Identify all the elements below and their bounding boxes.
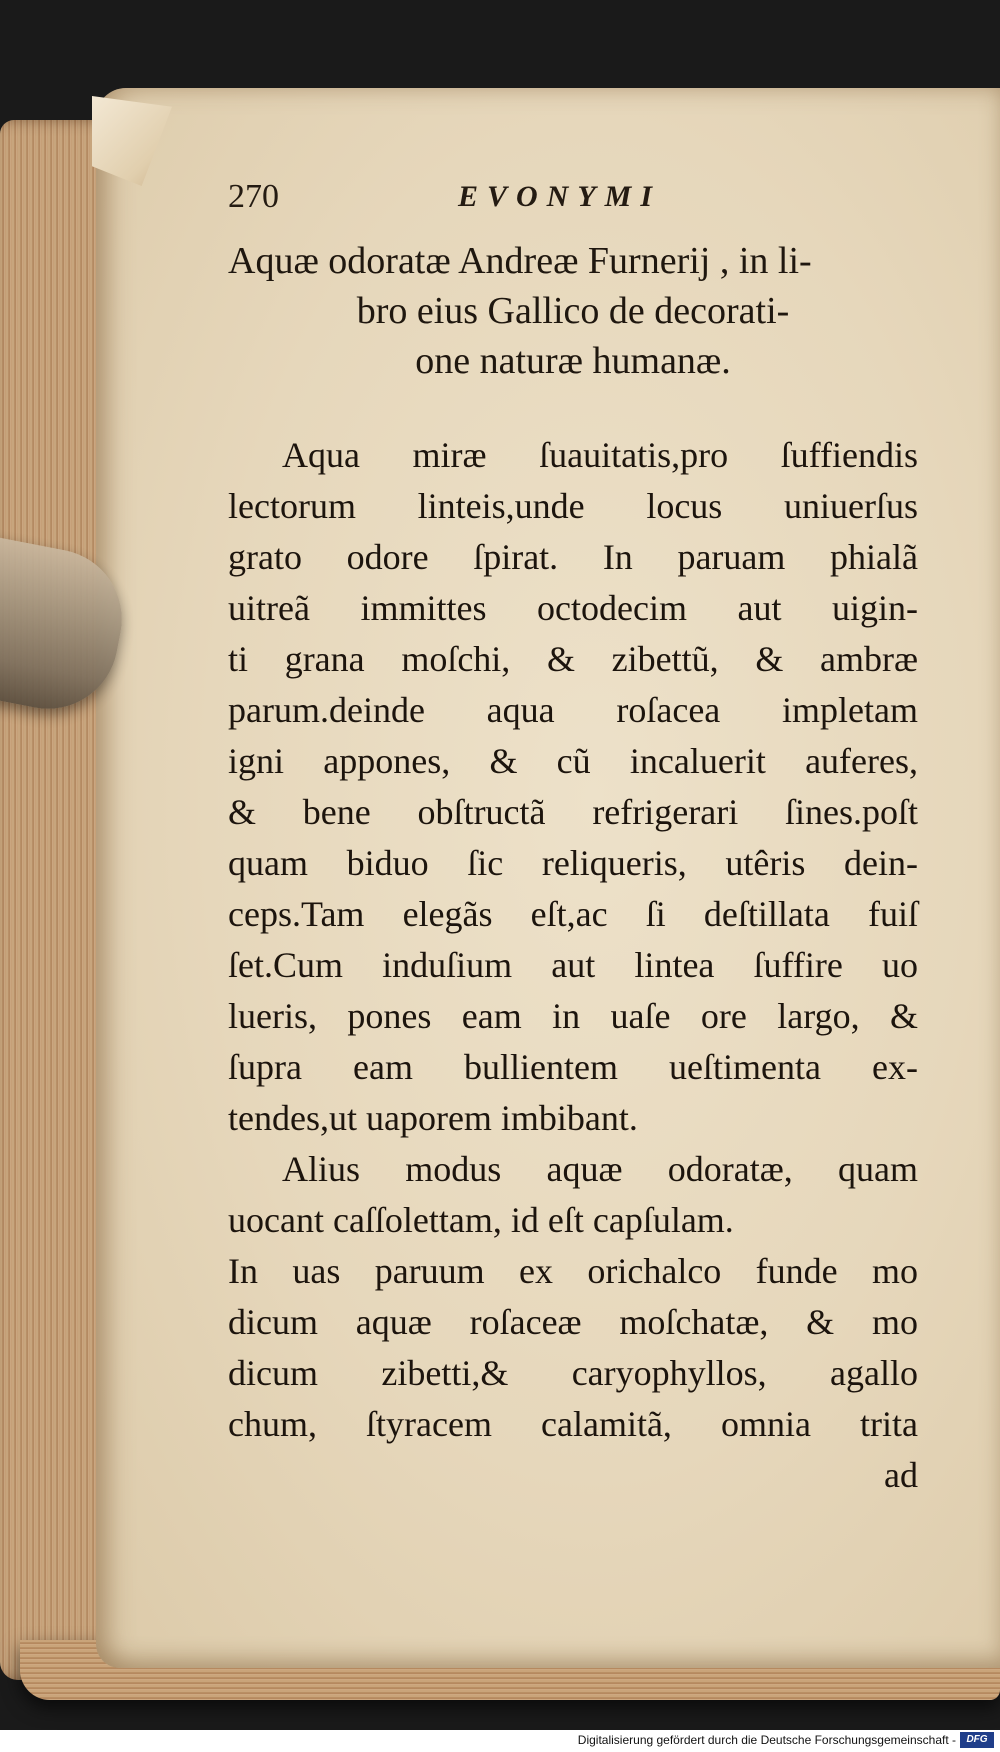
text-line: dicum aquæ roſaceæ moſchatæ, & mo	[228, 1302, 918, 1342]
text-line: In uas paruum ex orichalco funde mo	[228, 1251, 918, 1291]
body-text	[228, 430, 918, 1501]
text-line: grato odore ſpirat. In paruam phialã	[228, 537, 918, 577]
text-line: igni appones, & cũ incaluerit auferes,	[228, 741, 918, 781]
text-line: dicum zibetti,& caryophyllos, agallo	[228, 1353, 918, 1393]
text-line: Alius modus aquæ odoratæ, quam	[282, 1149, 918, 1189]
running-head: EVONYMI	[458, 180, 662, 213]
dfg-logo: DFG	[960, 1732, 994, 1748]
footer-bar	[0, 1730, 1000, 1752]
title-line: Aquæ odoratæ Andreæ Furnerij , in li-	[228, 240, 812, 282]
text-line: ſet.Cum induſium aut lintea ſuffire uo	[228, 945, 918, 985]
text-line: parum.deinde aqua roſacea impletam	[228, 690, 918, 730]
page-number: 270	[228, 178, 279, 215]
text-line: ceps.Tam elegãs eſt,ac ſi deſtillata fuiſ	[228, 894, 918, 934]
text-line: chum, ſtyracem calamitã, omnia trita	[228, 1404, 918, 1444]
title-line: bro eius Gallico de decorati-	[356, 290, 790, 332]
text-line: Aqua miræ ſuauitatis,pro ſuffiendis	[282, 435, 918, 475]
text-line: lueris, pones eam in uaſe ore largo, &	[228, 996, 918, 1036]
text-line: ſupra eam bullientem ueſtimenta ex-	[228, 1047, 918, 1087]
section-title	[228, 236, 918, 386]
funding-credit: Digitalisierung gefördert durch die Deutsche Forschungsgemeinschaft -	[577, 1733, 956, 1747]
text-line: ti grana moſchi, & zibettũ, & ambræ	[228, 639, 918, 679]
text-line: lectorum linteis,unde locus uniuerſus	[228, 486, 918, 526]
text-line: quam biduo ſic reliqueris, utêris dein-	[228, 843, 918, 883]
text-line: uitreã immittes octodecim aut uigin-	[228, 588, 918, 628]
title-line: one naturæ humanæ.	[415, 340, 731, 382]
page-header	[228, 178, 788, 228]
catchword: ad	[884, 1455, 918, 1495]
text-line: tendes,ut uaporem imbibant.	[228, 1098, 638, 1138]
text-line: uocant caſſolettam, id eſt capſulam.	[228, 1200, 734, 1240]
text-line: & bene obſtructã refrigerari ſines.poſt	[228, 792, 918, 832]
